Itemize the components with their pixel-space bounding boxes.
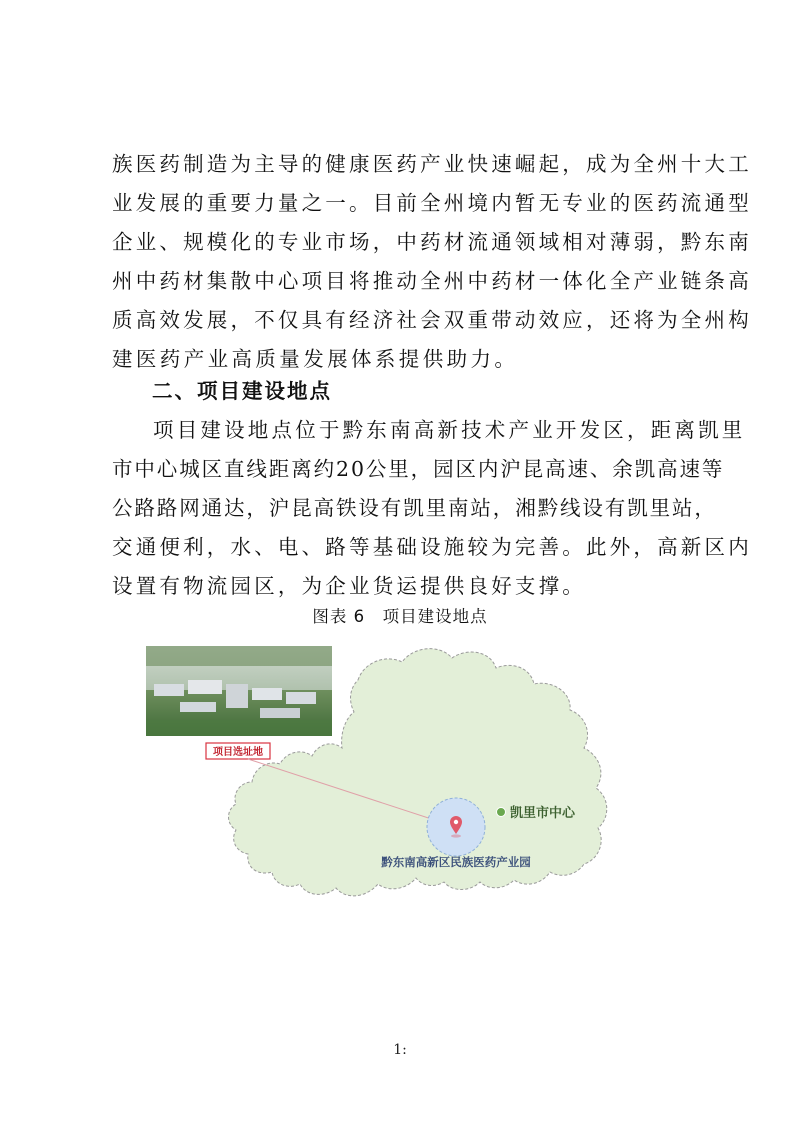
section-heading: 二、项目建设地点 bbox=[152, 379, 332, 403]
paragraph-industry bbox=[112, 145, 752, 379]
figure-caption: 图表 6 项目建设地点 bbox=[312, 607, 488, 626]
paragraph-line: 设置有物流园区，为企业货运提供良好支撑。 bbox=[112, 574, 586, 598]
park-label: 黔东南高新区民族医药产业园 bbox=[381, 857, 531, 869]
paragraph-line: 族医药制造为主导的健康医药产业快速崛起，成为全州十大工 bbox=[112, 152, 752, 176]
paragraph-location bbox=[112, 411, 752, 606]
city-center-label: 凯里市中心 bbox=[510, 805, 576, 820]
paragraph-line: 市中心城区直线距离约20公里，园区内沪昆高速、余凯高速等 bbox=[112, 457, 725, 481]
site-map bbox=[140, 640, 660, 940]
paragraph-line: 建医药产业高质量发展体系提供助力。 bbox=[112, 347, 519, 371]
paragraph-line: 州中药材集散中心项目将推动全州中药材一体化全产业链条高 bbox=[112, 269, 752, 293]
site-map-figure bbox=[140, 640, 660, 940]
paragraph-line: 公路路网通达，沪昆高铁设有凯里南站，湘黔线设有凯里站， bbox=[112, 496, 717, 520]
paragraph-line: 质高效发展，不仅具有经济社会双重带动效应，还将为全州构 bbox=[112, 308, 752, 332]
paragraph-line: 交通便利，水、电、路等基础设施较为完善。此外，高新区内 bbox=[112, 535, 752, 559]
paragraph-line: 业发展的重要力量之一。目前全州境内暂无专业的医药流通型 bbox=[112, 191, 752, 215]
paragraph-line: 项目建设地点位于黔东南高新技术产业开发区，距离凯里 bbox=[153, 418, 746, 442]
aerial-photo bbox=[146, 646, 332, 736]
page-number: 1: bbox=[393, 1042, 407, 1058]
paragraph-line: 企业、规模化的专业市场，中药材流通领域相对薄弱，黔东南 bbox=[112, 230, 752, 254]
site-label: 项目选址地 bbox=[213, 747, 263, 758]
city-center-dot bbox=[497, 808, 506, 817]
